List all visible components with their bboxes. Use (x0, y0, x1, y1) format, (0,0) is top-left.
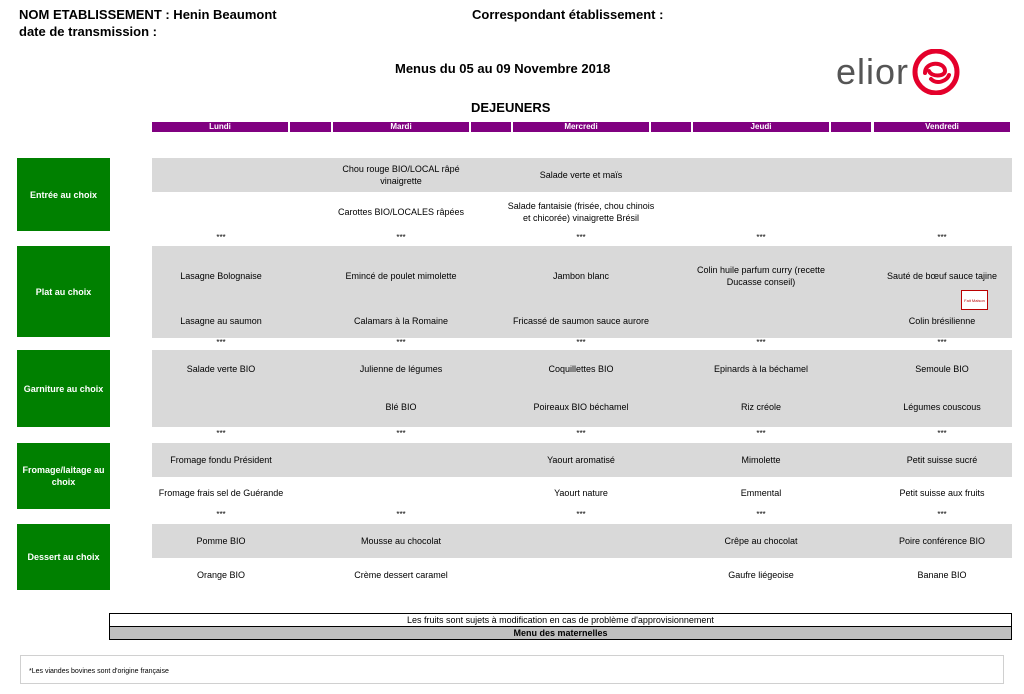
separator: *** (216, 233, 226, 242)
day-header-spacer (651, 122, 691, 132)
separator: *** (937, 429, 947, 438)
menu-cell (506, 527, 656, 555)
menu-cell: Lasagne au saumon (180, 316, 262, 326)
menu-cell (146, 198, 296, 226)
logo-text: elior (836, 51, 910, 92)
elior-logo (836, 48, 1001, 96)
category-entree: Entrée au choix (17, 158, 110, 231)
menu-cell: Salade verte BIO (186, 364, 256, 374)
separator: *** (396, 510, 406, 519)
day-header-lundi: Lundi (152, 122, 288, 132)
menu-cell: Yaourt nature (554, 488, 608, 498)
viandes-note: *Les viandes bovines sont d'origine française (29, 668, 169, 675)
menu-cell: Fromage fondu Président (170, 455, 272, 465)
separator: *** (576, 338, 586, 347)
menu-cell: Légumes couscous (903, 402, 981, 412)
menu-cell: Poireaux BIO béchamel (533, 402, 629, 412)
day-header-spacer (831, 122, 871, 132)
separator: *** (937, 338, 947, 347)
menu-cell: Calamars à la Romaine (353, 316, 449, 326)
separator: *** (937, 233, 947, 242)
menu-cell: Epinards à la béchamel (713, 364, 809, 374)
menu-cell: Crème dessert caramel (354, 570, 448, 580)
menu-cell (326, 446, 476, 474)
separator: *** (216, 429, 226, 438)
category-fromage: Fromage/laitage au choix (17, 443, 110, 509)
menu-cell: Yaourt aromatisé (547, 455, 615, 465)
menu-cell: Pomme BIO (196, 536, 246, 546)
separator: *** (756, 510, 766, 519)
menu-cell: Emincé de poulet mimolette (345, 271, 457, 281)
separator: *** (396, 338, 406, 347)
separator: *** (756, 233, 766, 242)
menu-cell: Riz créole (740, 402, 781, 412)
separator: *** (576, 510, 586, 519)
menu-cell: Salade verte et maïs (539, 170, 623, 180)
menu-cell (867, 198, 1017, 226)
day-header-mardi: Mardi (333, 122, 469, 132)
day-header-vendredi: Vendredi (874, 122, 1010, 132)
menu-cell (686, 198, 836, 226)
menu-cell: Carottes BIO/LOCALES râpées (337, 207, 465, 217)
category-garniture: Garniture au choix (17, 350, 110, 427)
menu-cell: Petit suisse aux fruits (899, 488, 985, 498)
day-header-spacer (290, 122, 331, 132)
separator: *** (396, 429, 406, 438)
day-header-spacer (471, 122, 511, 132)
separator: *** (216, 338, 226, 347)
establishment-name: NOM ETABLISSEMENT : Henin Beaumont (19, 7, 277, 22)
elior-rose-icon (911, 49, 961, 95)
separator: *** (216, 510, 226, 519)
separator: *** (396, 233, 406, 242)
menu-cell: Coquillettes BIO (548, 364, 614, 374)
day-header-mercredi: Mercredi (513, 122, 649, 132)
day-header-jeudi: Jeudi (693, 122, 829, 132)
category-plat: Plat au choix (17, 246, 110, 337)
menu-cell (686, 307, 836, 335)
correspondent-label: Correspondant établissement : (472, 7, 664, 22)
separator: *** (756, 429, 766, 438)
menu-cell: Chou rouge BIO/LOCAL râpé vinaigrette (342, 164, 460, 186)
menu-cell (146, 161, 296, 189)
menu-cell: Mimolette (741, 455, 781, 465)
menu-cell: Emmental (740, 488, 782, 498)
menu-cell (146, 393, 296, 421)
separator: *** (576, 233, 586, 242)
notes-box (20, 655, 1004, 684)
menu-cell: Mousse au chocolat (360, 536, 442, 546)
menu-cell (867, 161, 1017, 189)
menu-cell: Semoule BIO (915, 364, 969, 374)
menu-cell: Jambon blanc (552, 271, 610, 281)
meal-title: DEJEUNERS (471, 100, 551, 115)
menu-cell (686, 161, 836, 189)
menu-cell: Colin brésilienne (908, 316, 976, 326)
menu-cell: Banane BIO (917, 570, 967, 580)
separator: *** (756, 338, 766, 347)
menu-cell: Poire conférence BIO (898, 536, 986, 546)
menu-cell: Orange BIO (196, 570, 246, 580)
menu-cell: Lasagne Bolognaise (180, 271, 262, 281)
menu-cell: Julienne de légumes (359, 364, 443, 374)
menu-cell: Petit suisse sucré (906, 455, 978, 465)
separator: *** (576, 429, 586, 438)
maternelles-header: Menu des maternelles (109, 626, 1012, 640)
menu-cell: Salade fantaisie (frisée, chou chinois et chicorée) vinaigrette Brésil (507, 201, 655, 223)
menu-cell (326, 479, 476, 507)
fruits-note: Les fruits sont sujets à modification en cas de problème d'approvisionnement (109, 613, 1012, 627)
menu-cell: Gaufre liégeoise (728, 570, 794, 580)
menu-cell: Colin huile parfum curry (recette Ducasse conseil) (696, 265, 826, 287)
menu-title: Menus du 05 au 09 Novembre 2018 (395, 61, 611, 76)
separator: *** (937, 510, 947, 519)
menu-cell: Crêpe au chocolat (724, 536, 798, 546)
transmission-date: date de transmission : (19, 24, 157, 39)
menu-cell: Fricassé de saumon sauce aurore (512, 316, 650, 326)
menu-cell: Sauté de bœuf sauce tajine (886, 271, 998, 281)
category-dessert: Dessert au choix (17, 524, 110, 590)
menu-cell: Fromage frais sel de Guérande (158, 488, 284, 498)
menu-cell (506, 561, 656, 589)
menu-cell: Blé BIO (385, 402, 417, 412)
homemade-badge-text: Fait Maison (964, 297, 985, 303)
